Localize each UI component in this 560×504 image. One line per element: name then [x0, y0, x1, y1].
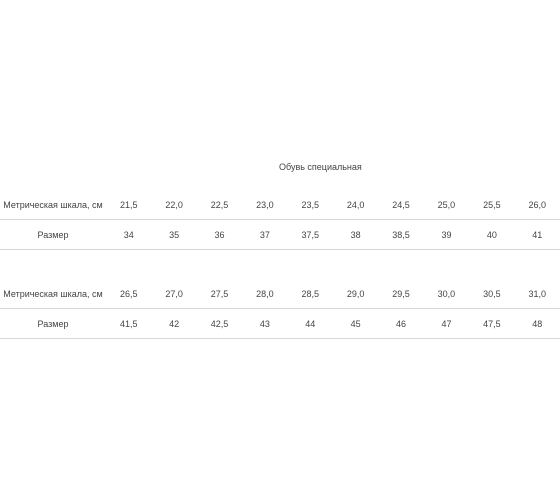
metric-value: 24,0 — [333, 190, 378, 220]
metric-scale-row — [0, 190, 560, 220]
size-value: 42,5 — [197, 309, 242, 339]
size-value: 43 — [242, 309, 287, 339]
size-value: 41,5 — [106, 309, 151, 339]
size-value: 47 — [424, 309, 469, 339]
size-label: Размер — [0, 220, 106, 250]
size-row — [0, 309, 560, 339]
metric-value: 23,5 — [288, 190, 333, 220]
table-caption: Обувь специальная — [279, 162, 362, 172]
metric-value: 31,0 — [515, 279, 560, 309]
metric-value: 23,0 — [242, 190, 287, 220]
size-value: 38 — [333, 220, 378, 250]
metric-value: 28,5 — [288, 279, 333, 309]
metric-value: 25,5 — [469, 190, 514, 220]
metric-value: 25,0 — [424, 190, 469, 220]
size-table-block-1 — [0, 190, 560, 250]
metric-value: 30,0 — [424, 279, 469, 309]
metric-scale-label: Метрическая шкала, см — [0, 279, 106, 309]
size-value: 36 — [197, 220, 242, 250]
size-table-block-2 — [0, 279, 560, 339]
size-value: 48 — [515, 309, 560, 339]
metric-value: 22,0 — [151, 190, 196, 220]
metric-value: 26,0 — [515, 190, 560, 220]
size-value: 39 — [424, 220, 469, 250]
size-value: 46 — [378, 309, 423, 339]
metric-value: 29,0 — [333, 279, 378, 309]
metric-value: 21,5 — [106, 190, 151, 220]
metric-value: 27,0 — [151, 279, 196, 309]
metric-value: 24,5 — [378, 190, 423, 220]
size-value: 47,5 — [469, 309, 514, 339]
metric-value: 26,5 — [106, 279, 151, 309]
metric-scale-label: Метрическая шкала, см — [0, 190, 106, 220]
metric-value: 27,5 — [197, 279, 242, 309]
size-value: 34 — [106, 220, 151, 250]
size-value: 45 — [333, 309, 378, 339]
size-value: 44 — [288, 309, 333, 339]
size-value: 40 — [469, 220, 514, 250]
metric-scale-row — [0, 279, 560, 309]
size-value: 42 — [151, 309, 196, 339]
metric-value: 29,5 — [378, 279, 423, 309]
size-value: 37 — [242, 220, 287, 250]
metric-value: 28,0 — [242, 279, 287, 309]
size-value: 37,5 — [288, 220, 333, 250]
metric-value: 22,5 — [197, 190, 242, 220]
size-value: 35 — [151, 220, 196, 250]
size-value: 41 — [515, 220, 560, 250]
size-label: Размер — [0, 309, 106, 339]
size-row — [0, 220, 560, 250]
metric-value: 30,5 — [469, 279, 514, 309]
size-value: 38,5 — [378, 220, 423, 250]
